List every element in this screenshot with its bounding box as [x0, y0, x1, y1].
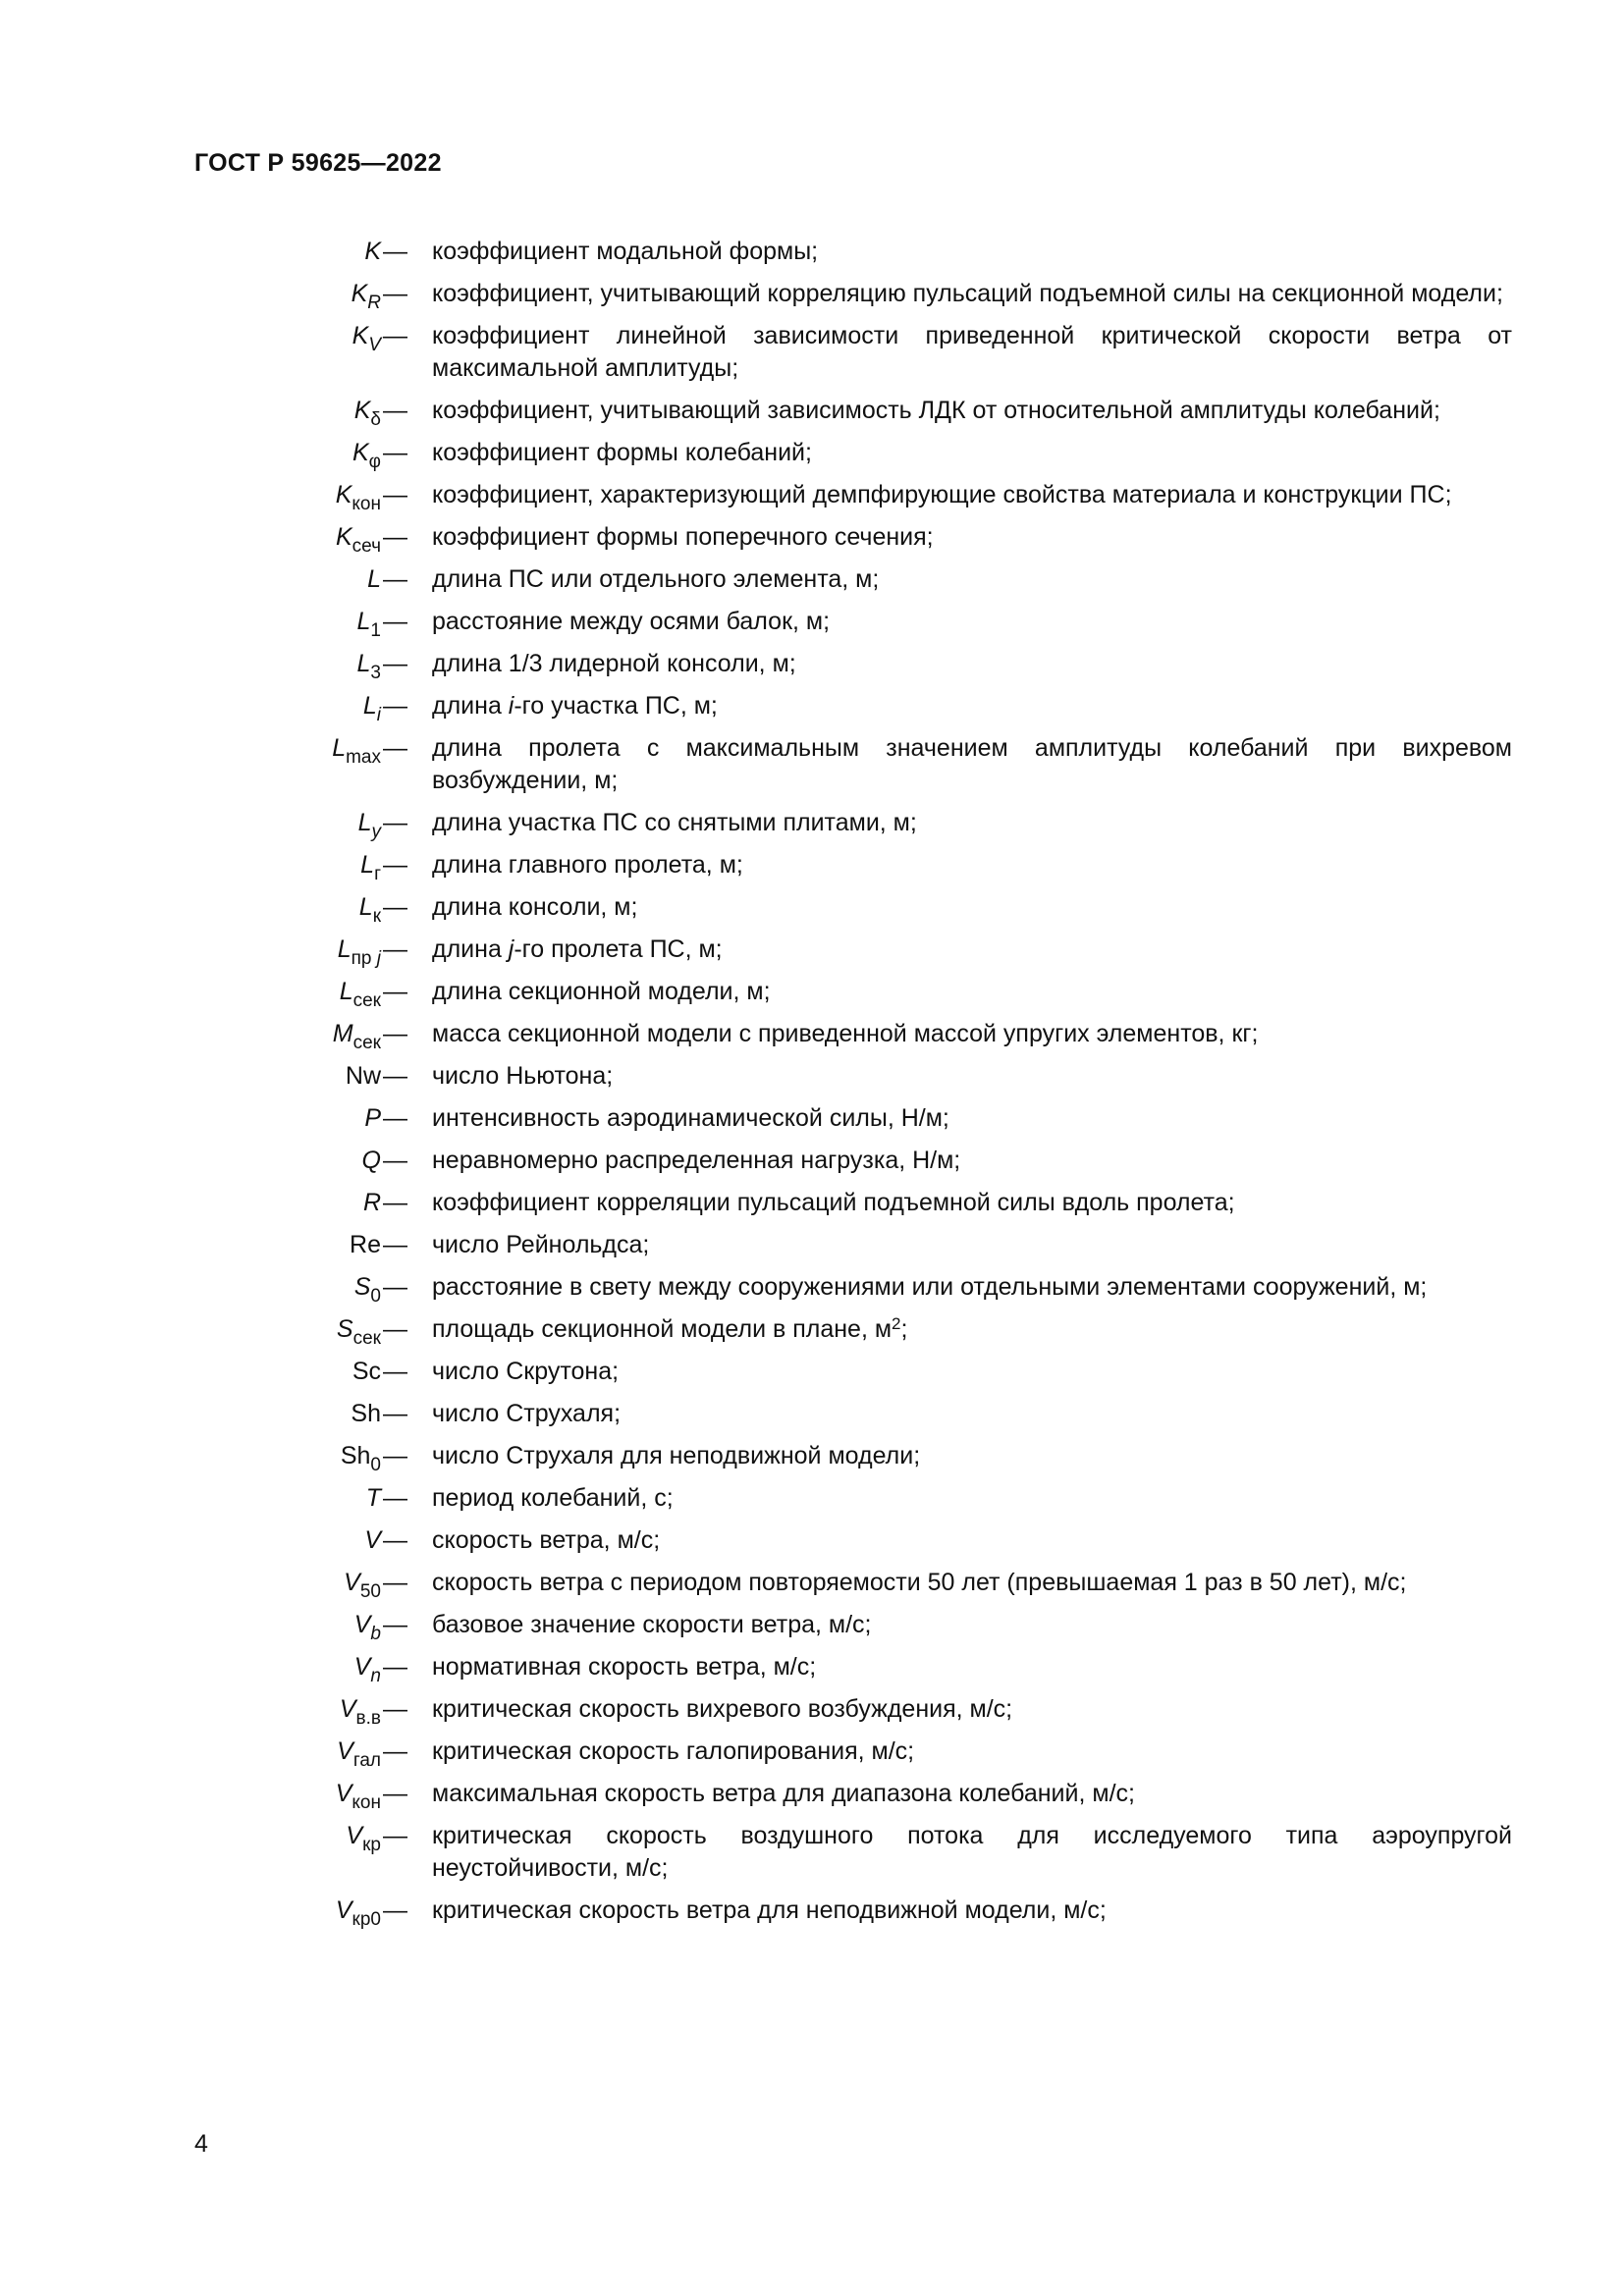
symbol-description: нормативная скорость ветра, м/с;	[432, 1653, 817, 1681]
symbol-row	[0, 934, 1624, 969]
em-dash: —	[383, 439, 407, 466]
symbol-subscript: i	[376, 705, 381, 725]
symbol-notation	[0, 278, 381, 313]
symbol-subscript: г	[374, 864, 381, 884]
symbol-description: коэффициент модальной формы;	[432, 238, 819, 265]
symbol-base: V	[364, 1526, 381, 1554]
symbol-base: V	[344, 1569, 360, 1596]
symbol-description: коэффициент линейной зависимости приведенной критической скорости ветра от максимальной амплитуды;	[432, 322, 1512, 382]
em-dash: —	[383, 1273, 407, 1301]
symbol-row	[0, 479, 1624, 514]
symbol-description: длина 1/3 лидерной консоли, м;	[432, 650, 796, 677]
symbol-row	[0, 563, 1624, 596]
em-dash: —	[383, 1231, 407, 1258]
symbol-row	[0, 732, 1624, 797]
symbol-base: L	[358, 893, 373, 921]
symbol-row	[0, 320, 1624, 385]
symbol-description: коэффициент, характеризующий демпфирующие свойства материала и конструкции ПС;	[432, 481, 1452, 508]
symbol-description: длина участка ПС со снятыми плитами, м;	[432, 809, 917, 836]
symbol-base: Nw	[345, 1062, 381, 1090]
symbol-base: Sh	[351, 1400, 381, 1427]
symbol-subscript: 50	[359, 1581, 381, 1602]
symbol-subscript: 0	[370, 1286, 381, 1307]
symbol-row	[0, 236, 1624, 268]
symbol-base: M	[332, 1020, 353, 1047]
em-dash: —	[383, 1569, 407, 1596]
symbol-description: критическая скорость галопирования, м/с;	[432, 1737, 915, 1765]
symbol-row	[0, 1651, 1624, 1686]
symbol-description	[432, 1313, 1512, 1346]
em-dash: —	[383, 1020, 407, 1047]
em-dash: —	[383, 1526, 407, 1554]
symbol-notation	[0, 1895, 381, 1930]
em-dash: —	[383, 608, 407, 635]
em-dash: —	[383, 692, 407, 720]
em-dash: —	[383, 397, 407, 424]
symbol-description	[432, 690, 1512, 722]
symbol-description: критическая скорость воздушного потока для исследуемого типа аэроупругой неустойчивости, м/с;	[432, 1822, 1512, 1882]
symbol-description: скорость ветра, м/с;	[432, 1526, 661, 1554]
symbol-notation	[0, 807, 381, 842]
em-dash: —	[383, 809, 407, 836]
em-dash: —	[383, 1315, 407, 1343]
symbol-description: коэффициент, учитывающий зависимость ЛДК от относительной амплитуды колебаний;	[432, 397, 1440, 424]
symbol-row	[0, 690, 1624, 725]
symbol-subscript: кон	[352, 494, 381, 514]
symbol-description: расстояние в свету между сооружениями или отдельными элементами сооружений, м;	[432, 1273, 1428, 1301]
symbol-base: V	[335, 1896, 352, 1924]
symbol-notation	[0, 1567, 381, 1602]
symbol-row	[0, 648, 1624, 683]
symbol-row	[0, 437, 1624, 472]
symbol-notation	[0, 1060, 381, 1093]
symbol-description: неравномерно распределенная нагрузка, Н/м;	[432, 1147, 961, 1174]
symbol-row	[0, 1145, 1624, 1177]
symbol-base: Re	[350, 1231, 381, 1258]
symbol-notation	[0, 1693, 381, 1729]
symbol-subscript: φ	[368, 452, 381, 472]
em-dash: —	[383, 1189, 407, 1216]
symbol-base: S	[353, 1273, 371, 1301]
symbol-subscript: V	[368, 335, 381, 355]
symbol-row	[0, 395, 1624, 430]
symbol-subscript: кр0	[352, 1909, 381, 1930]
symbol-description: число Скрутона;	[432, 1358, 620, 1385]
symbol-notation	[0, 891, 381, 927]
em-dash: —	[383, 238, 407, 265]
symbol-description: длина секционной модели, м;	[432, 978, 771, 1005]
symbol-notation	[0, 976, 381, 1011]
symbol-subscript: b	[370, 1624, 381, 1644]
symbol-notation	[0, 1482, 381, 1515]
symbol-base: Sc	[352, 1358, 381, 1385]
symbol-base: P	[364, 1104, 381, 1132]
symbol-subscript: R	[367, 293, 381, 313]
em-dash: —	[383, 851, 407, 879]
symbol-row	[0, 891, 1624, 927]
symbol-base: K	[335, 481, 352, 508]
symbol-base: L	[357, 809, 372, 836]
symbol-notation	[0, 1609, 381, 1644]
em-dash: —	[383, 1822, 407, 1849]
symbol-base: T	[365, 1484, 381, 1512]
symbol-base: K	[351, 280, 368, 307]
symbol-description: число Струхаля для неподвижной модели;	[432, 1442, 921, 1469]
symbol-base: S	[336, 1315, 353, 1343]
symbol-base: L	[332, 734, 347, 762]
symbol-description: интенсивность аэродинамической силы, Н/м;	[432, 1104, 949, 1132]
symbol-notation	[0, 1524, 381, 1557]
symbol-notation	[0, 236, 381, 268]
symbol-row	[0, 1609, 1624, 1644]
symbol-row	[0, 1398, 1624, 1430]
symbol-notation	[0, 690, 381, 725]
symbol-notation	[0, 934, 381, 969]
description-text: -го пролета ПС, м;	[514, 935, 723, 963]
symbol-notation	[0, 648, 381, 683]
symbol-description: период колебаний, с;	[432, 1484, 674, 1512]
em-dash: —	[383, 1896, 407, 1924]
symbol-notation	[0, 1271, 381, 1307]
document-header: ГОСТ Р 59625—2022	[194, 149, 442, 177]
subscript-part: пр	[351, 948, 377, 969]
symbol-row	[0, 1778, 1624, 1813]
subscript-index: j	[376, 948, 381, 969]
em-dash: —	[383, 650, 407, 677]
symbols-list	[0, 236, 1624, 1937]
symbol-notation	[0, 1398, 381, 1430]
em-dash: —	[383, 1400, 407, 1427]
symbol-row	[0, 849, 1624, 884]
symbol-description: масса секционной модели с приведенной массой упругих элементов, кг;	[432, 1020, 1259, 1047]
symbol-notation	[0, 606, 381, 641]
symbol-description: длина ПС или отдельного элемента, м;	[432, 565, 880, 593]
symbol-base: L	[337, 935, 352, 963]
symbol-subscript: y	[371, 822, 381, 842]
symbol-description: длина консоли, м;	[432, 893, 638, 921]
symbol-notation	[0, 1651, 381, 1686]
em-dash: —	[383, 1104, 407, 1132]
symbol-subscript: 1	[370, 620, 381, 641]
symbol-description: скорость ветра с периодом повторяемости 50 лет (превышаемая 1 раз в 50 лет), м/с;	[432, 1569, 1407, 1596]
symbol-description: число Ньютона;	[432, 1062, 614, 1090]
symbol-row	[0, 1187, 1624, 1219]
symbol-description: число Рейнольдса;	[432, 1231, 650, 1258]
symbol-notation	[0, 395, 381, 430]
symbol-description: коэффициент формы поперечного сечения;	[432, 523, 934, 551]
symbol-base: Q	[361, 1147, 381, 1174]
symbol-row	[0, 1440, 1624, 1475]
symbol-notation	[0, 1735, 381, 1771]
symbol-base: L	[356, 608, 371, 635]
symbol-description: коэффициент формы колебаний;	[432, 439, 812, 466]
symbol-notation	[0, 1229, 381, 1261]
symbol-row	[0, 1482, 1624, 1515]
symbol-base: R	[362, 1189, 381, 1216]
symbol-subscript: к	[372, 906, 381, 927]
symbol-subscript: сек	[352, 1033, 381, 1053]
symbol-subscript: max	[346, 747, 381, 768]
symbol-base: K	[335, 523, 352, 551]
em-dash: —	[383, 1737, 407, 1765]
page-number: 4	[194, 2130, 208, 2158]
em-dash: —	[383, 1695, 407, 1723]
symbol-notation	[0, 1440, 381, 1475]
symbol-notation	[0, 849, 381, 884]
em-dash: —	[383, 565, 407, 593]
symbol-description	[432, 934, 1512, 966]
symbol-base: V	[346, 1822, 363, 1849]
symbol-description: расстояние между осями балок, м;	[432, 608, 831, 635]
symbol-description: критическая скорость вихревого возбуждения, м/с;	[432, 1695, 1013, 1723]
em-dash: —	[383, 523, 407, 551]
symbol-base: K	[353, 397, 371, 424]
symbol-base: V	[353, 1653, 371, 1681]
em-dash: —	[383, 734, 407, 762]
symbol-description: критическая скорость ветра для неподвижной модели, м/с;	[432, 1896, 1107, 1924]
symbol-base: L	[367, 565, 381, 593]
em-dash: —	[383, 935, 407, 963]
symbol-row	[0, 1356, 1624, 1388]
symbol-base: K	[352, 322, 369, 349]
symbol-row	[0, 278, 1624, 313]
em-dash: —	[383, 322, 407, 349]
symbol-subscript: сек	[352, 990, 381, 1011]
description-text: -го участка ПС, м;	[514, 692, 718, 720]
symbol-notation	[0, 563, 381, 596]
symbol-notation	[0, 1356, 381, 1388]
description-index: i	[508, 692, 514, 720]
symbol-subscript: кр	[362, 1835, 381, 1855]
em-dash: —	[383, 280, 407, 307]
description-superscript: 2	[892, 1314, 901, 1333]
symbol-row	[0, 1229, 1624, 1261]
symbol-notation	[0, 1820, 381, 1855]
symbol-description: длина пролета с максимальным значением амплитуды колебаний при вихревом возбуждении, м;	[432, 734, 1512, 794]
symbol-base: V	[353, 1611, 371, 1638]
description-index: j	[508, 935, 514, 963]
symbol-subscript: δ	[370, 409, 381, 430]
symbol-base: K	[352, 439, 369, 466]
symbol-base: L	[356, 650, 371, 677]
symbol-notation	[0, 732, 381, 768]
em-dash: —	[383, 1484, 407, 1512]
description-text: ;	[900, 1315, 908, 1343]
symbol-row	[0, 1820, 1624, 1885]
symbol-row	[0, 1060, 1624, 1093]
symbol-subscript: в.в	[355, 1708, 381, 1729]
symbol-base: V	[337, 1737, 353, 1765]
em-dash: —	[383, 1358, 407, 1385]
symbol-row	[0, 606, 1624, 641]
description-text: длина	[432, 935, 509, 963]
em-dash: —	[383, 1780, 407, 1807]
symbol-notation	[0, 1313, 381, 1349]
symbol-row	[0, 807, 1624, 842]
symbol-base: L	[339, 978, 353, 1005]
symbol-description: длина главного пролета, м;	[432, 851, 743, 879]
symbol-base: K	[364, 238, 381, 265]
description-text: площадь секционной модели в плане, м	[432, 1315, 893, 1343]
symbol-row	[0, 1735, 1624, 1771]
symbol-notation	[0, 1778, 381, 1813]
symbol-description: максимальная скорость ветра для диапазона колебаний, м/с;	[432, 1780, 1135, 1807]
symbol-notation	[0, 1145, 381, 1177]
symbol-row	[0, 1313, 1624, 1349]
symbol-description: базовое значение скорости ветра, м/с;	[432, 1611, 872, 1638]
symbol-row	[0, 1524, 1624, 1557]
symbol-notation	[0, 320, 381, 355]
em-dash: —	[383, 893, 407, 921]
symbol-subscript: сеч	[352, 536, 381, 557]
symbol-row	[0, 1693, 1624, 1729]
symbol-row	[0, 521, 1624, 557]
symbol-row	[0, 1895, 1624, 1930]
symbol-row	[0, 1102, 1624, 1135]
symbol-notation	[0, 437, 381, 472]
symbol-subscript: n	[370, 1666, 381, 1686]
symbol-notation	[0, 1018, 381, 1053]
symbol-subscript: 0	[370, 1455, 381, 1475]
symbol-base: L	[360, 851, 375, 879]
symbol-row	[0, 1018, 1624, 1053]
symbol-description: число Струхаля;	[432, 1400, 622, 1427]
symbol-subscript	[352, 948, 381, 969]
em-dash: —	[383, 1147, 407, 1174]
symbol-row	[0, 1271, 1624, 1307]
em-dash: —	[383, 1062, 407, 1090]
symbol-subscript: 3	[370, 663, 381, 683]
symbol-base: V	[335, 1780, 352, 1807]
em-dash: —	[383, 1611, 407, 1638]
symbol-subscript: кон	[352, 1792, 381, 1813]
em-dash: —	[383, 1653, 407, 1681]
symbol-description: коэффициент, учитывающий корреляцию пульсаций подъемной силы на секционной модели;	[432, 280, 1503, 307]
symbol-notation	[0, 1102, 381, 1135]
symbol-subscript: сек	[352, 1328, 381, 1349]
description-text: длина	[432, 692, 509, 720]
symbol-row	[0, 976, 1624, 1011]
em-dash: —	[383, 1442, 407, 1469]
em-dash: —	[383, 481, 407, 508]
symbol-row	[0, 1567, 1624, 1602]
symbol-base: L	[362, 692, 377, 720]
symbol-notation	[0, 1187, 381, 1219]
symbol-base: Sh	[340, 1442, 371, 1469]
symbol-base: V	[339, 1695, 356, 1723]
symbol-notation	[0, 479, 381, 514]
em-dash: —	[383, 978, 407, 1005]
symbol-notation	[0, 521, 381, 557]
symbol-description: коэффициент корреляции пульсаций подъемной силы вдоль пролета;	[432, 1189, 1235, 1216]
symbol-subscript: гал	[352, 1750, 381, 1771]
